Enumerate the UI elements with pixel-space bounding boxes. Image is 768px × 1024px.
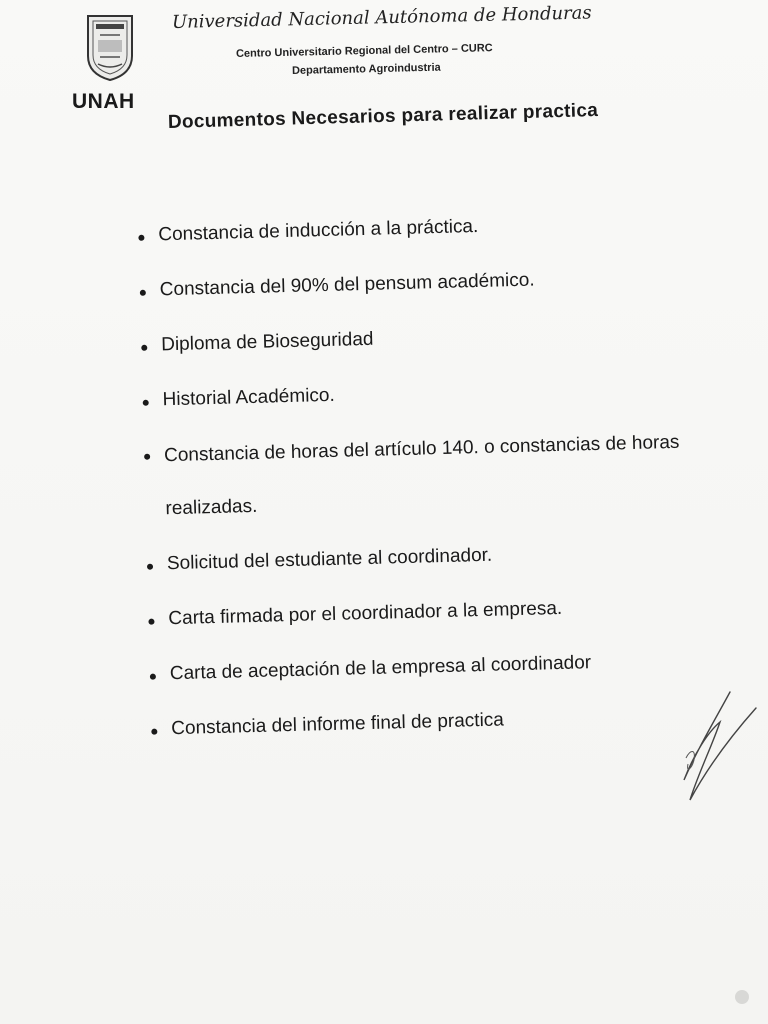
university-acronym: UNAH [72, 90, 135, 113]
document-title: Documentos Necesarios para realizar practica [167, 99, 599, 134]
list-item: Constancia del informe final de practica [147, 702, 688, 744]
regional-center-name: Centro Universitario Regional del Centro – CURC [235, 42, 493, 60]
list-item: Constancia de horas del artículo 140. o constancias de horas realizadas. [139, 416, 682, 536]
list-item: Historial Académico. [138, 373, 679, 415]
list-item: Constancia de inducción a la práctica. [134, 208, 675, 250]
university-seal-icon [84, 12, 136, 82]
list-item: Diploma de Bioseguridad [137, 318, 678, 360]
university-name: Universidad Nacional Autónoma de Honduras [171, 2, 592, 33]
required-documents-list [134, 208, 688, 771]
list-item: Constancia del 90% del pensum académico. [135, 263, 676, 305]
list-item: Solicitud del estudiante al coordinador. [143, 537, 684, 579]
department-name: Departamento Agroindustria [291, 61, 441, 77]
smudge-mark [730, 985, 754, 1009]
list-item: Carta firmada por el coordinador a la empresa. [144, 592, 685, 634]
handwritten-signature-icon [668, 688, 758, 808]
list-item: Carta de aceptación de la empresa al coordinador [145, 647, 686, 689]
